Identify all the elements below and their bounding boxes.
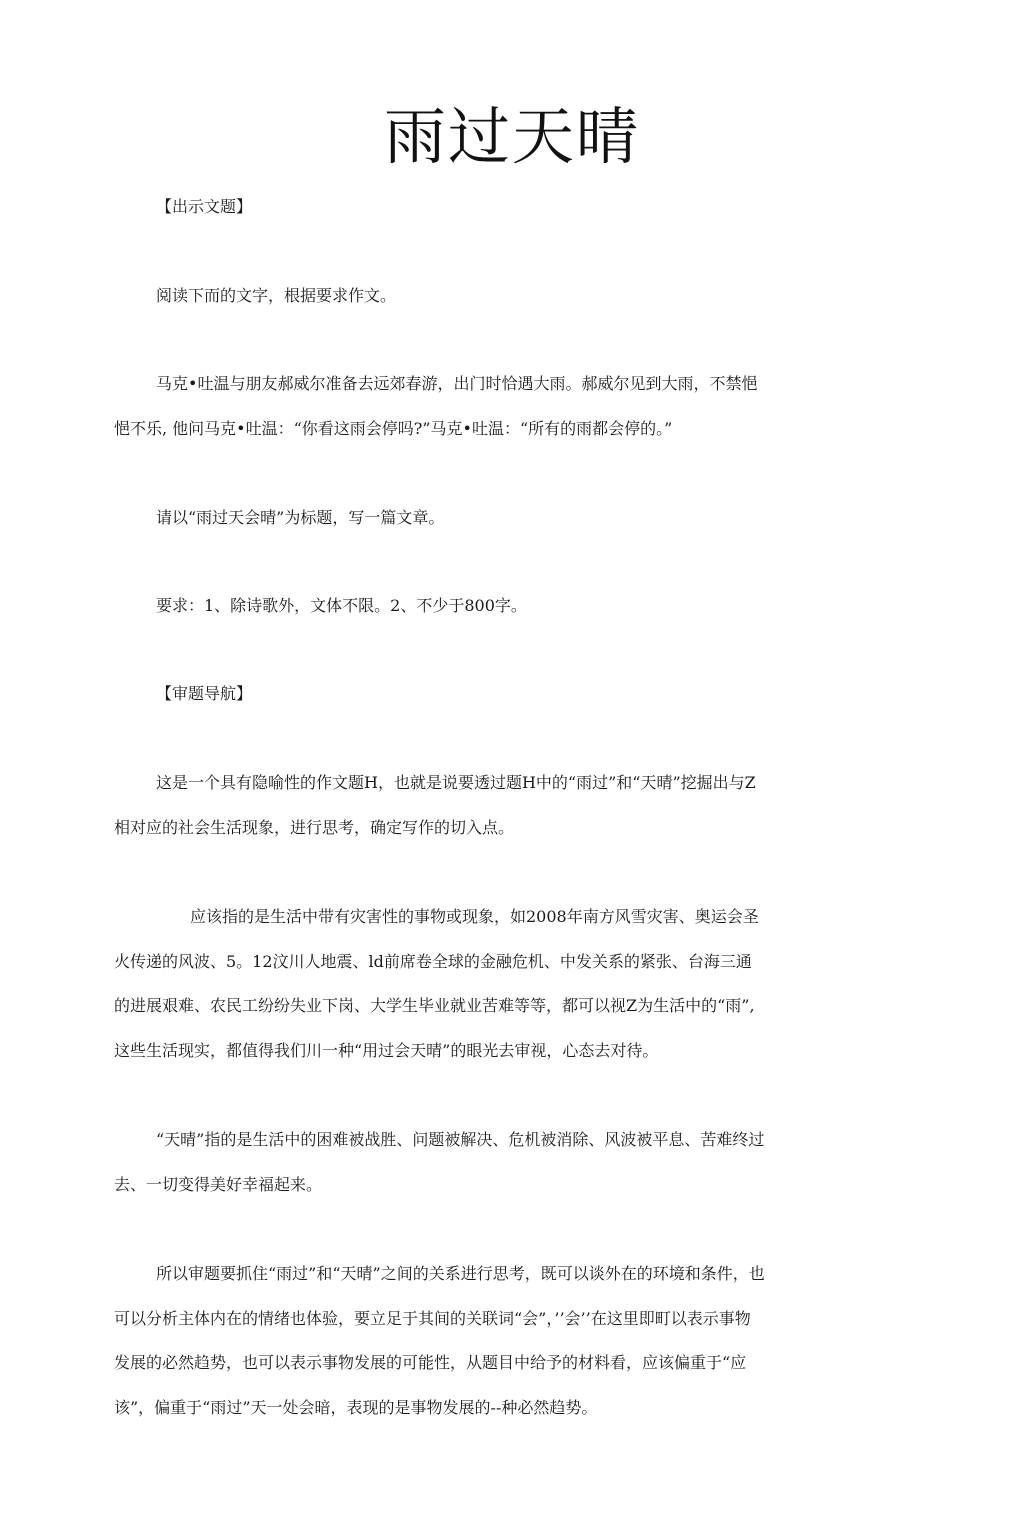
document-title: 雨过天晴 (383, 100, 640, 173)
section-heading-prompt: 【出示文题】 (156, 197, 253, 216)
paragraph-line: 该”，偏重于“雨过”天一处会暗，表现的是事物发展的--种必然趋势。 (114, 1398, 598, 1417)
paragraph-line: 的进展艰难、农民工纷纷失业下岗、大学生毕业就业苦难等等，都可以视Z为生活中的“雨”, (114, 996, 755, 1015)
paragraph-line: 悒不乐, 他问马克•吐温：“你看这雨会停吗?”马克•吐温：“所有的雨都会停的。” (114, 419, 673, 438)
paragraph-line: 马克•吐温与朋友郝威尔准备去远郊春游，出门时恰遇大雨。郝威尔见到大雨，不禁悒 (156, 374, 758, 393)
paragraph-line: 要求：1、除诗歌外，文体不限。2、不少于800字。 (156, 596, 527, 615)
paragraph-line: 所以审题要抓住“雨过”和“天晴”之间的关系进行思考，既可以谈外在的环境和条件，也 (156, 1264, 765, 1283)
paragraph-line: 可以分析主体内在的情绪也体验，要立足于其间的关联词“会”，’’会’’在这里即町以表示事物 (114, 1309, 751, 1328)
section-heading-analysis: 【审题导航】 (156, 684, 253, 703)
paragraph-line: 发展的必然趋势，也可以表示事物发展的可能性，从题目中给予的材料看，应该偏重于“应 (114, 1353, 747, 1372)
paragraph-line: 相对应的社会生活现象，进行思考，确定写作的切入点。 (114, 818, 515, 837)
paragraph-line: 应该指的是生活中带有灾害性的事物或现象，如2008年南方风雪灾害、奥运会圣 (190, 907, 759, 926)
paragraph-line: 请以“雨过天会晴”为标题，写一篇文章。 (156, 508, 445, 527)
paragraph-line: “天晴”指的是生活中的困难被战胜、问题被解决、危机被消除、风波被平息、苦难终过 (156, 1130, 765, 1149)
paragraph-line: 阅读下而的文字，根据要求作文。 (156, 286, 397, 305)
paragraph-line: 去、一切变得美好幸福起来。 (114, 1175, 323, 1194)
paragraph-line: 这些生活现实，都值得我们川一种“用过会天晴”的眼光去审视，心态去对待。 (114, 1041, 659, 1060)
paragraph-line: 火传递的风波、5。12汶川人地震、ld前席卷全球的金融危机、中发关系的紧张、台海三通 (114, 952, 752, 971)
paragraph-line: 这是一个具有隐喻性的作文题H，也就是说要透过题H中的“雨过”和“天晴”挖掘出与Z (156, 773, 756, 792)
